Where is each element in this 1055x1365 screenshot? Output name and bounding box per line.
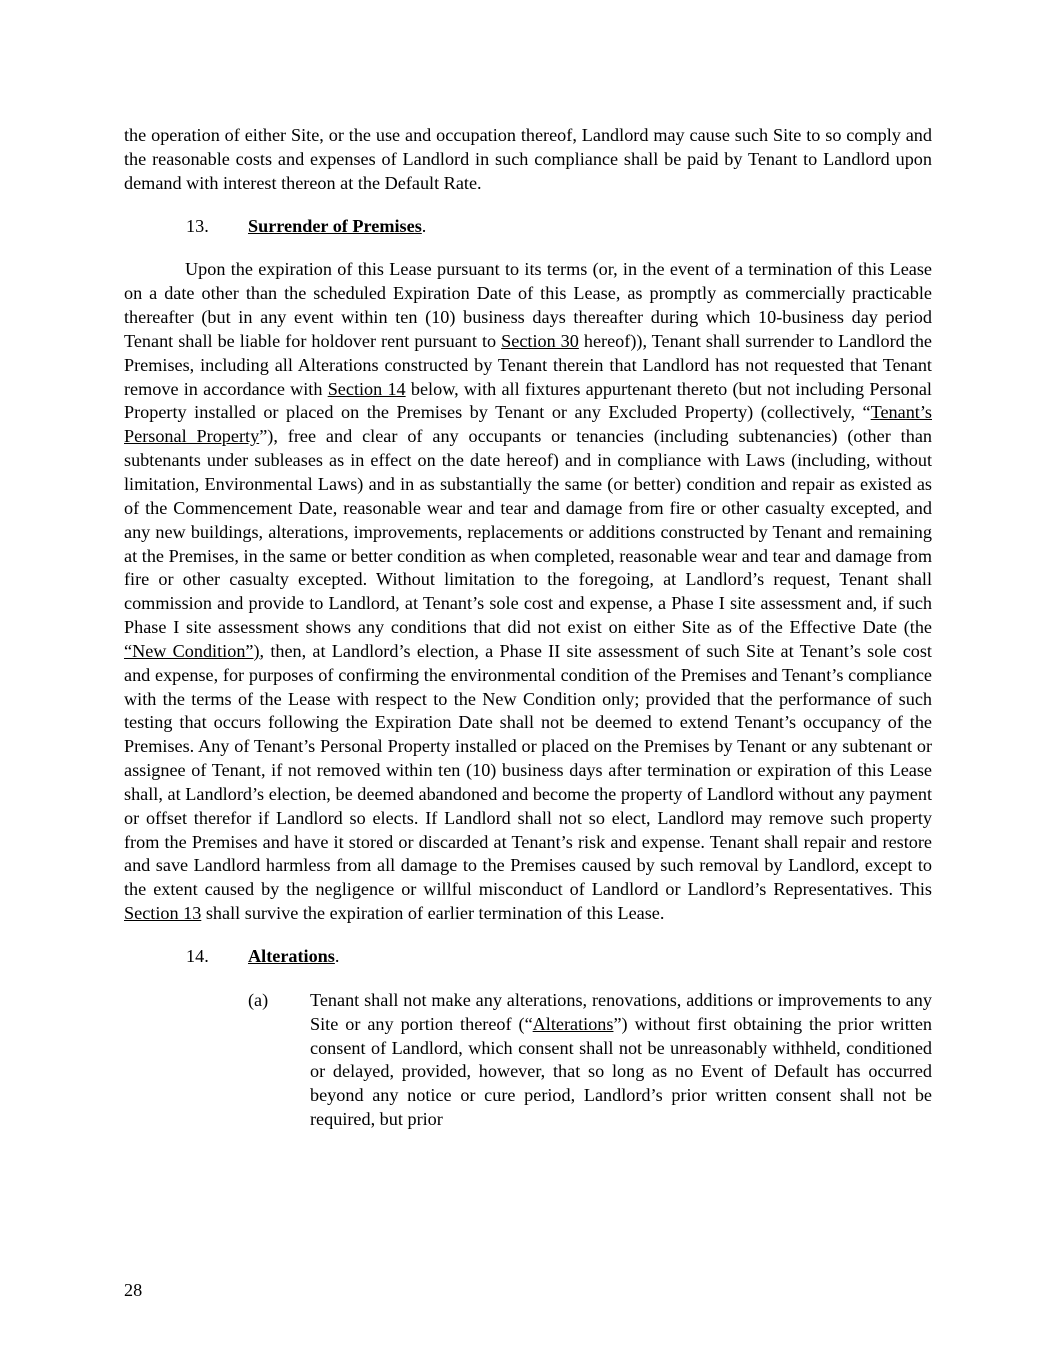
item-a-text-1: Tenant shall not make any alterations, renovations, additions or improvements to any Site or any portion thereof (“ — [310, 989, 932, 1034]
item-a-label: (a) — [248, 989, 269, 1010]
section-13-text-4: ”), free and clear of any occupants or tenancies (including subtenancies) (other than subtenants under subleases as in effect on the date hereof) and in compliance with Laws (including, without limitation, Environmental Laws) and in as substantially the same (or better) condition and repair as existed as of the Commencement Date, reasonable wear and tear and damage from fire or other casualty excepted, and any new buildings, alterations, improvements, replacements or additions constructed by Tenant and remaining at the Premises, in the same or better condition as when completed, reasonable wear and tear and damage from fire or other casualty excepted. Without limitation to the foregoing, at Landlord’s request, Tenant shall commission and provide to Landlord, at Tenant’s sole cost and expense, a Phase I site assessment and, if such Phase I site assessment shows any conditions that did not exist on either Site as of the Effective Date (the — [124, 426, 932, 638]
section-14-title-suffix: . — [334, 946, 340, 966]
section-30-reference: Section 30 — [501, 330, 579, 351]
section-13-title-suffix: . — [421, 215, 427, 236]
document-page — [124, 124, 932, 1132]
section-14-heading — [124, 945, 932, 969]
page-number: 28 — [124, 1280, 143, 1300]
section-14-title: Alterations — [248, 946, 335, 966]
section-13-text-2: hereof)), Tenant shall surrender to Landlord the Premises, including all Alterations constructed by Tenant therein that Landlord has not requested that Tenant remove in accordance with — [124, 330, 932, 399]
section-13-text-1: Upon the expiration of this Lease pursuant to its terms (or, in the event of a termination of this Lease on a date other than the scheduled Expiration Date of this Lease, as promptly as commercially practicable thereafter (but in any event within ten (10) business days thereafter during which 10-business day period Tenant shall be liable for holdover rent pursuant to — [124, 259, 932, 351]
section-13-heading — [124, 215, 932, 239]
section-14-item-a — [124, 989, 932, 1132]
section-13-title: Surrender of Premises — [248, 215, 422, 236]
item-a-text-2: ”) without first obtaining the prior written consent of Landlord, which consent shall not be unreasonably withheld, conditioned or delayed, provided, however, that so long as no Event of Default has occurred beyond any notice or cure period, Landlord’s prior written consent shall not be required, but prior — [310, 1013, 933, 1130]
section-13-number: 13. — [186, 215, 209, 236]
section-13-reference: Section 13 — [124, 903, 202, 924]
section-13-text-6: shall survive the expiration of earlier termination of this Lease. — [201, 903, 665, 924]
section-13-body — [124, 258, 932, 926]
new-condition-term: “New Condition”) — [124, 640, 260, 661]
section-14-number: 14. — [186, 946, 209, 966]
section-13-text-3: below, with all fixtures appurtenant thereto (but not including Personal Property installed or placed on the Premises by Tenant or any Excluded Property) (collectively, “ — [124, 378, 932, 423]
tenants-personal-property-term: Tenant’s Personal Property — [124, 402, 932, 447]
alterations-term: Alterations — [532, 1013, 614, 1034]
section-13-text-5: , then, at Landlord’s election, a Phase II site assessment of such Site at Tenant’s sole cost and expense, for purposes of confirming the environmental condition of the Premises and Tenant’s compliance with the terms of the Lease with respect to the New Condition only; provided that the performance of such testing that occurs following the Expiration Date shall not be deemed to extend Tenant’s occupancy of the Premises. Any of Tenant’s Personal Property installed or placed on the Premises by Tenant or any subtenant or assignee of Tenant, if not removed within ten (10) business days after termination or expiration of this Lease shall, at Landlord’s election, be deemed abandoned and become the property of Landlord without any payment or offset therefor if Landlord so elects. If Landlord shall not so elect, Landlord may remove such property from the Premises and have it stored or discarded at Tenant’s risk and expense. Tenant shall repair and restore and save Landlord harmless from all damage to the Premises caused by such removal by Landlord, except to the extent caused by the negligence or willful misconduct of Landlord or Landlord’s Representatives. This — [124, 640, 932, 900]
section-14-reference: Section 14 — [327, 378, 406, 399]
continuation-paragraph: the operation of either Site, or the use and occupation thereof, Landlord may cause such Site to so comply and the reasonable costs and expenses of Landlord in such compliance shall be paid by Tenant to Landlord upon demand with interest thereon at the Default Rate. — [124, 125, 932, 193]
